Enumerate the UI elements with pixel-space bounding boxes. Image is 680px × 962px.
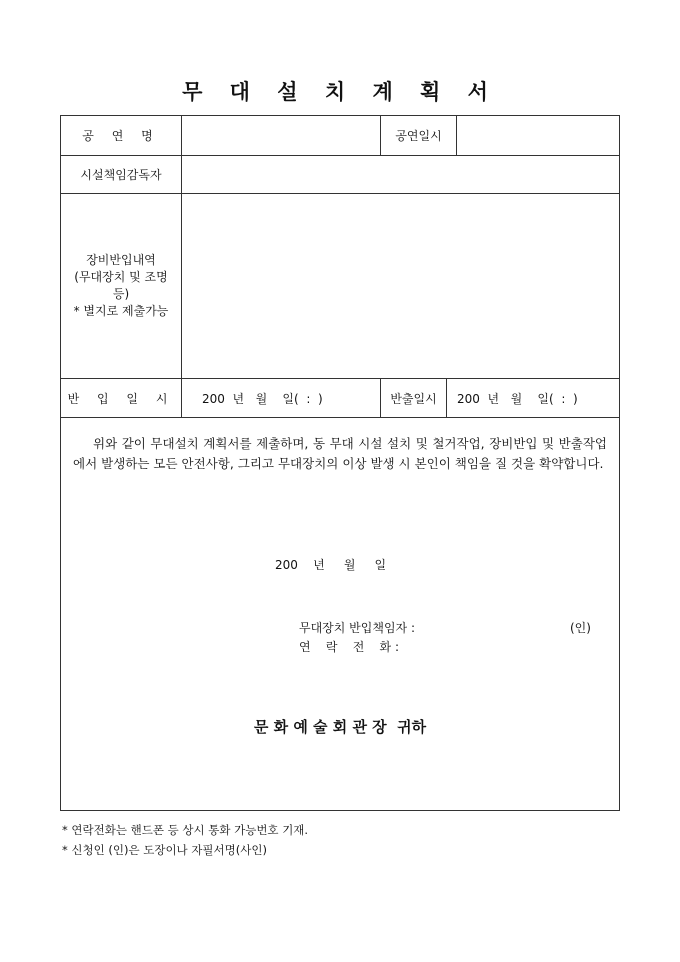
equipment-label-line: * 별지로 제출가능 <box>73 304 169 318</box>
seal-mark[interactable]: (인) <box>570 621 591 635</box>
equipment-label <box>61 194 181 378</box>
equipment-label-line: (무대장치 및 조명 <box>74 270 168 284</box>
pledge-text: 위와 같이 무대설치 계획서를 제출하며, 동 무대 시설 설치 및 철거작업, 장비반입 및 반출작업에서 발생하는 모든 안전사항, 그리고 무대장치의 이상 발생 시 본인이 책임을 질 것을 확약합니다. <box>73 436 607 471</box>
notes <box>62 820 308 860</box>
move-out-datetime-field[interactable]: 200 년 월 일( : ) <box>457 391 578 406</box>
performance-name-label: 공 연 명 <box>82 129 160 143</box>
row-divider <box>61 417 619 418</box>
equipment-field[interactable] <box>182 194 619 378</box>
form-table <box>60 115 620 811</box>
facility-supervisor-label: 시설책임감독자 <box>80 168 162 182</box>
signer-label: 무대장치 반입책임자 : <box>299 621 416 635</box>
performance-datetime-field[interactable] <box>457 116 619 155</box>
performance-name-field[interactable] <box>182 116 380 155</box>
equipment-label-line: 등) <box>112 287 130 301</box>
performance-datetime-label: 공연일시 <box>395 129 442 143</box>
move-in-datetime-field[interactable]: 200 년 월 일( : ) <box>202 391 323 406</box>
facility-supervisor-field[interactable] <box>182 156 619 193</box>
pledge-date[interactable]: 200 년 월 일 <box>275 558 387 572</box>
move-in-label: 반 입 일 시 <box>67 391 175 406</box>
move-out-label: 반출일시 <box>390 391 437 406</box>
phone-label: 연 락 전 화 : <box>299 640 399 654</box>
document-title: 무 대 설 치 계 획 서 <box>182 79 498 104</box>
note-item: * 연락전화는 핸드폰 등 상시 통화 가능번호 기재. <box>62 823 309 837</box>
note-item: * 신청인 (인)은 도장이나 자필서명(사인) <box>62 843 267 857</box>
equipment-label-line: 장비반입내역 <box>86 253 156 267</box>
addressee: 문 화 예 술 회 관 장 귀하 <box>253 718 427 736</box>
